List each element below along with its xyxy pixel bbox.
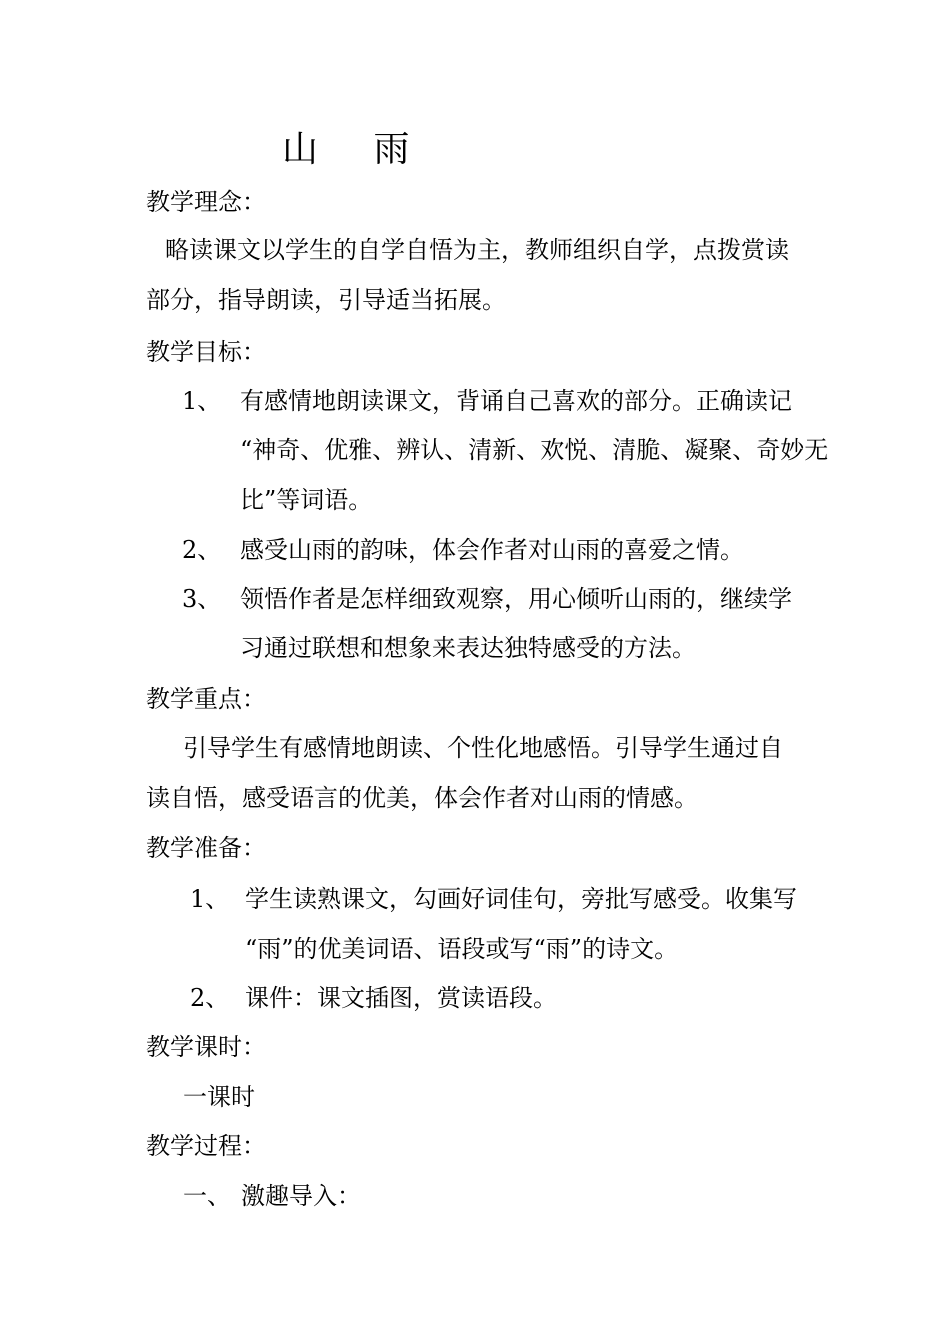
list-continuation: 比”等词语。 xyxy=(240,486,373,514)
list-continuation: “雨”的优美词语、语段或写“雨”的诗文。 xyxy=(245,935,679,963)
paragraph-line: 读自悟，感受语言的优美，体会作者对山雨的情感。 xyxy=(146,784,698,812)
heading-philosophy: 教学理念： xyxy=(146,188,266,216)
list-item xyxy=(183,1179,361,1213)
list-number: 3、 xyxy=(182,585,222,613)
list-item xyxy=(182,582,792,616)
list-number: 1、 xyxy=(182,387,222,415)
list-number: 2、 xyxy=(190,984,230,1012)
list-text: 有感情地朗读课文，背诵自己喜欢的部分。正确读记 xyxy=(240,387,792,415)
list-item xyxy=(190,882,797,916)
list-text: 学生读熟课文，勾画好词佳句，旁批写感受。收集写 xyxy=(245,885,797,913)
paragraph-line: 部分，指导朗读，引导适当拓展。 xyxy=(146,286,506,314)
heading-periods: 教学课时： xyxy=(146,1033,266,1061)
list-text: 领悟作者是怎样细致观察，用心倾听山雨的，继续学 xyxy=(240,585,792,613)
paragraph-line: 引导学生有感情地朗读、个性化地感悟。引导学生通过自 xyxy=(183,734,783,762)
list-item xyxy=(182,533,744,567)
list-text: 激趣导入： xyxy=(241,1182,361,1210)
list-continuation: “神奇、优雅、辨认、清新、欢悦、清脆、凝聚、奇妙无 xyxy=(240,436,829,464)
list-item xyxy=(182,384,792,418)
paragraph-line: 一课时 xyxy=(183,1083,255,1111)
heading-focus: 教学重点： xyxy=(146,685,266,713)
list-text: 课件：课文插图，赏读语段。 xyxy=(245,984,557,1012)
list-number: 1、 xyxy=(190,885,230,913)
paragraph-line: 略读课文以学生的自学自悟为主，教师组织自学，点拨赏读 xyxy=(165,236,789,264)
list-number: 2、 xyxy=(182,536,222,564)
document-title: 山 雨 xyxy=(282,129,432,170)
list-number: 一、 xyxy=(183,1182,231,1210)
heading-objectives: 教学目标： xyxy=(146,338,266,366)
list-text: 感受山雨的韵味，体会作者对山雨的喜爱之情。 xyxy=(240,536,744,564)
heading-preparation: 教学准备： xyxy=(146,834,266,862)
list-continuation: 习通过联想和想象来表达独特感受的方法。 xyxy=(240,634,696,662)
heading-process: 教学过程： xyxy=(146,1132,266,1160)
list-item xyxy=(190,981,557,1015)
